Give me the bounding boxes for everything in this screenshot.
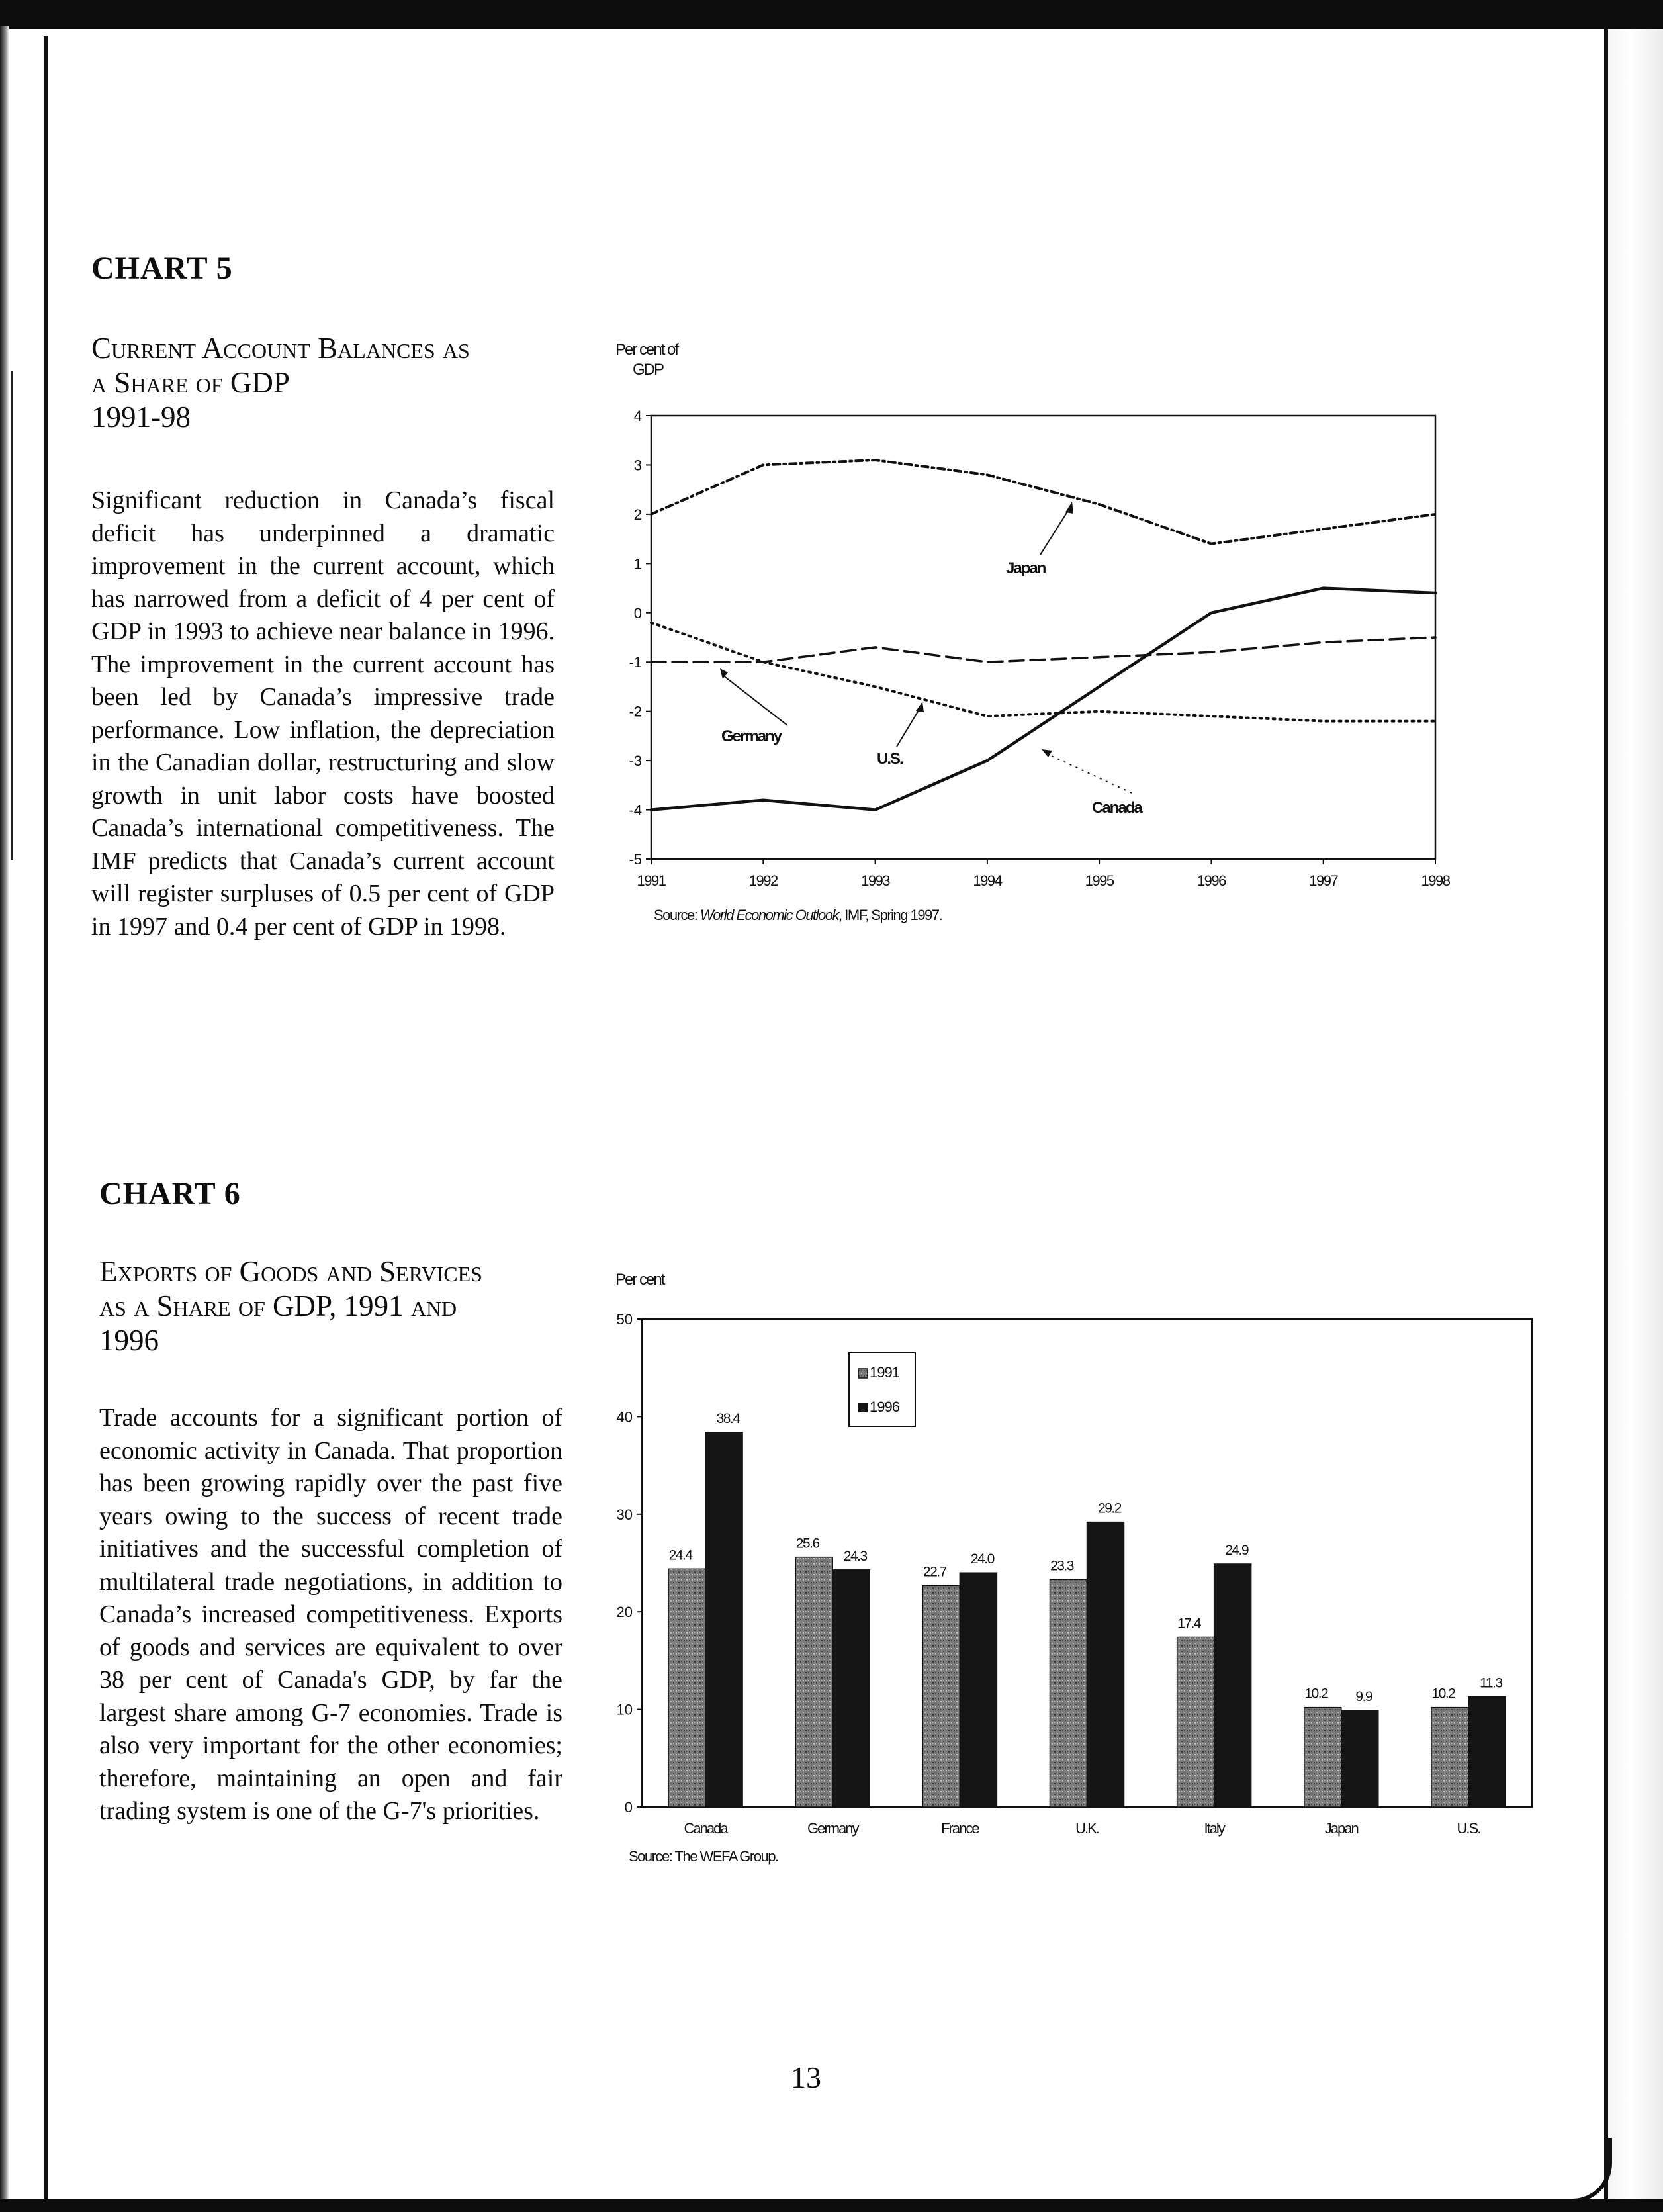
right-page-shade — [1608, 29, 1663, 2199]
canada-pointer — [1046, 753, 1132, 793]
chart5-label-japan: Japan — [1006, 559, 1046, 577]
chart5-ylabel-line2: GDP — [633, 361, 664, 379]
germany-series-line — [651, 637, 1435, 662]
chart6-paragraph: Trade accounts for a significant portion of economic activity in Canada. That proportion has been growing rapidly over the past five years owing to the success of recent trade initiatives and the successful completion of multilateral trade negotiations, in addition to Canada’s increased competitiveness. Exports of goods and services are equivalent to over 38 per cent of Canada's GDP, by far the largest share among G-7 economies. Trade is also very important for the other economies; therefore, maintaining an open and fair trading system is one of the G-7's priorities. — [99, 1404, 562, 1825]
chart5-heading: CHART 5 — [91, 251, 233, 286]
chart5-ytick-label: -3 — [629, 753, 642, 770]
chart5-title-line2: a Share of GDP — [91, 366, 290, 399]
chart5-ytick-label: -4 — [629, 802, 642, 819]
chart5-source-title: World Economic Outlook — [699, 907, 839, 923]
legend-label-1996: 1996 — [870, 1399, 899, 1415]
bar-value-label: 9.9 — [1355, 1689, 1372, 1705]
bar-1991-us — [1431, 1708, 1468, 1807]
bar-1996-canada — [705, 1432, 742, 1807]
bar-1991-italy — [1177, 1637, 1214, 1807]
chart6-title-line2: as a Share of GDP, 1991 and — [99, 1289, 457, 1322]
chart6-title-line1: Exports of Goods and Services — [99, 1255, 482, 1288]
chart5-xtick-label: 1993 — [861, 872, 890, 889]
chart5-ytick-label: -2 — [629, 703, 642, 720]
chart5-label-canada: Canada — [1092, 799, 1142, 817]
bar-value-label: 38.4 — [716, 1410, 740, 1426]
page-corner — [1515, 2138, 1612, 2203]
bar-1991-france — [922, 1585, 960, 1807]
bar-1996-germany — [832, 1570, 870, 1807]
chart5-ytick-label: -1 — [629, 654, 642, 671]
chart6-ytick-label: 10 — [616, 1701, 633, 1718]
bar-value-label: 24.3 — [843, 1548, 867, 1564]
chart5-xtick-label: 1997 — [1309, 872, 1338, 889]
chart5-ytick-label: -5 — [629, 851, 642, 868]
germany-pointer — [723, 675, 787, 725]
chart5-ytick-label: 2 — [633, 506, 642, 523]
chart5-ytick-label: 3 — [633, 457, 642, 474]
legend-swatch-1991 — [858, 1369, 868, 1378]
chart6-category-label: Canada — [684, 1820, 727, 1837]
bar-value-label: 10.2 — [1431, 1686, 1455, 1702]
chart5-ylabel-line1: Per cent of — [615, 341, 678, 359]
chart6-title-line3: 1996 — [99, 1324, 159, 1357]
chart6-category-label: France — [941, 1820, 979, 1837]
chart5-title-line3: 1991-98 — [91, 400, 191, 434]
chart5-xtick-label: 1996 — [1196, 872, 1226, 889]
chart6-legend — [849, 1352, 915, 1426]
chart5-xtick-label: 1995 — [1085, 872, 1114, 889]
bar-value-label: 23.3 — [1050, 1558, 1073, 1574]
chart5-title-line1: Current Account Balances as — [91, 332, 470, 365]
chart5-title — [91, 331, 568, 434]
chart5-xtick-label: 1994 — [973, 872, 1002, 889]
chart6-category-label: U.S. — [1457, 1820, 1480, 1837]
chart6-source: Source: The WEFA Group. — [629, 1848, 778, 1865]
bottom-border — [0, 2199, 1663, 2212]
canada-series-line — [651, 588, 1435, 810]
legend-swatch-1996 — [858, 1403, 868, 1412]
chart6-title — [99, 1254, 576, 1358]
chart5-paragraph: Significant reduction in Canada’s fiscal deficit has underpinned a dramatic improvement in the current account, which has narrowed from a deficit of 4 per cent of GDP in 1993 to achieve near balance in 1996. The improvement in the current account has been led by Canada’s impressive trade performance. Low inflation, the depreciation in the Canadian dollar, restructuring and slow growth in unit labor costs have boosted Canada’s international competitiveness. The IMF predicts that Canada’s current account will register surpluses of 0.5 per cent of GDP in 1997 and 0.4 per cent of GDP in 1998. — [91, 486, 555, 941]
chart6-ytick-label: 40 — [616, 1408, 633, 1426]
bar-1996-france — [960, 1573, 997, 1807]
us-series-line — [651, 623, 1435, 721]
chart6-ytick-label: 50 — [616, 1311, 633, 1328]
bar-value-label: 29.2 — [1098, 1500, 1121, 1516]
chart5-source-suffix: , IMF, Spring 1997. — [838, 907, 942, 923]
page-number: 13 — [791, 2060, 821, 2094]
bar-value-label: 24.4 — [668, 1547, 692, 1563]
bar-1991-uk — [1050, 1580, 1087, 1807]
japan-series-line — [651, 460, 1435, 544]
bar-1996-uk — [1087, 1522, 1124, 1807]
left-page-edge — [0, 26, 9, 2204]
chart6-ylabel: Per cent — [615, 1271, 664, 1289]
chart5-ytick-label: 4 — [633, 408, 642, 424]
legend-label-1991: 1991 — [870, 1364, 899, 1381]
chart5-ytick-label: 0 — [633, 604, 642, 622]
bar-value-label: 17.4 — [1177, 1616, 1201, 1632]
bar-value-label: 24.9 — [1225, 1542, 1249, 1558]
japan-arrowhead — [1065, 502, 1073, 514]
bar-1991-germany — [795, 1557, 832, 1807]
chart5-plot-frame — [651, 416, 1435, 859]
chart5-source — [654, 907, 942, 923]
chart5-xtick-label: 1991 — [637, 872, 666, 889]
bar-value-label: 22.7 — [922, 1564, 946, 1580]
chart5-xtick-label: 1992 — [748, 872, 778, 889]
chart6-category-label: Germany — [807, 1820, 858, 1837]
chart6-ytick-label: 0 — [624, 1799, 633, 1816]
us-pointer — [897, 708, 920, 747]
bar-1996-italy — [1214, 1564, 1251, 1807]
chart5-xtick-label: 1998 — [1421, 872, 1450, 889]
chart6-category-label: U.K. — [1075, 1820, 1099, 1837]
canada-arrowhead — [1042, 749, 1052, 757]
chart5-line-chart — [596, 331, 1522, 946]
us-arrowhead — [916, 702, 924, 712]
bar-value-label: 11.3 — [1480, 1675, 1502, 1691]
chart6-category-label: Japan — [1324, 1820, 1358, 1837]
bar-value-label: 10.2 — [1304, 1686, 1328, 1702]
chart5-label-germany: Germany — [721, 727, 782, 745]
chart5-source-prefix: Source: — [654, 907, 700, 923]
right-page-edge — [1604, 29, 1608, 2199]
chart6-ytick-label: 20 — [616, 1604, 633, 1621]
chart6-bar-chart — [596, 1261, 1549, 1896]
chart6-category-label: Italy — [1204, 1820, 1224, 1837]
left-scan-mark — [11, 371, 13, 860]
bar-1996-us — [1468, 1696, 1506, 1807]
top-border — [0, 0, 1663, 29]
left-margin-rule — [44, 36, 48, 2201]
bar-1991-japan — [1304, 1708, 1341, 1807]
chart6-heading: CHART 6 — [99, 1176, 241, 1211]
bar-1996-japan — [1341, 1710, 1378, 1807]
bar-1991-canada — [668, 1569, 705, 1807]
bar-value-label: 25.6 — [795, 1536, 819, 1551]
chart5-ytick-label: 1 — [633, 555, 642, 573]
chart5-label-us: U.S. — [877, 750, 903, 768]
chart6-ytick-label: 30 — [616, 1506, 633, 1523]
bar-value-label: 24.0 — [970, 1551, 994, 1567]
